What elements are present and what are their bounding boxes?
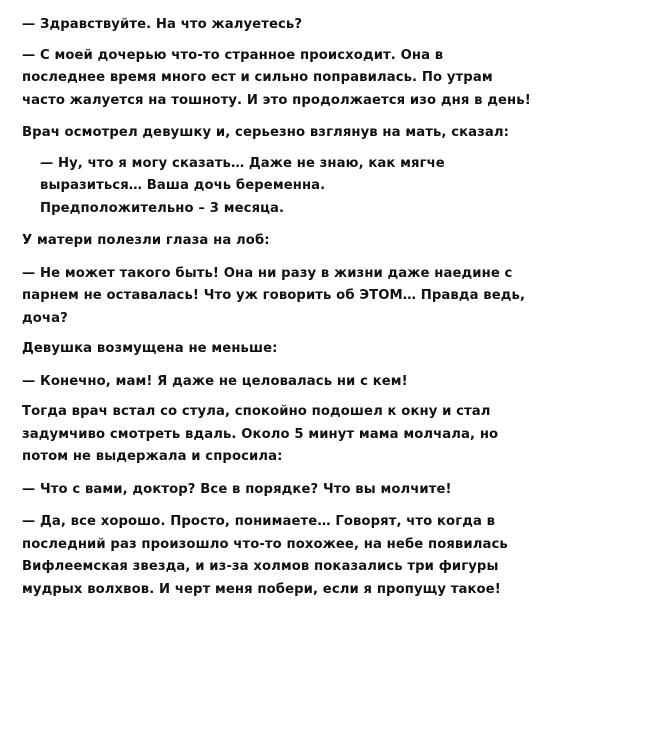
text-line: Девушка возмущена не меньше:: [22, 341, 278, 356]
mother-objection: [22, 263, 648, 331]
text-line: выразиться… Ваша дочь беременна.: [40, 178, 326, 193]
narration-doctor-exam: [22, 122, 648, 145]
text-line: — Конечно, мам! Я даже не целовалась ни с кем!: [22, 373, 408, 389]
text-line: — Здравствуйте. На что жалуетесь?: [22, 17, 303, 32]
text-line: последний раз произошло что-то похожее, на небе появилась: [22, 536, 508, 552]
text-line: У матери полезли глаза на лоб:: [22, 233, 270, 248]
text-line: последнее время много ест и сильно поправилась. По утрам: [22, 70, 493, 85]
doctor-diagnosis: [22, 153, 648, 221]
text-line: Врач осмотрел девушку и, серьезно взглянув на мать, сказал:: [22, 125, 510, 140]
text-line: Предположительно – 3 месяца.: [40, 200, 285, 216]
text-line: потом не выдержала и спросила:: [22, 449, 283, 464]
text-line: Тогда врач встал со стула, спокойно подошел к окну и стал: [22, 404, 491, 419]
mother-question: [22, 479, 648, 502]
text-line: парнем не оставалась! Что уж говорить об ЭТОМ… Правда ведь,: [22, 288, 526, 303]
text-line: часто жалуется на тошноту. И это продолжается изо дня в день!: [22, 92, 531, 108]
text-line: мудрых волхвов. И черт меня побери, если я пропущу такое!: [22, 581, 501, 597]
greeting-line: [22, 14, 648, 37]
text-line: — Не может такого быть! Она ни разу в жизни даже наедине с: [22, 265, 513, 281]
text-line: — Да, все хорошо. Просто, понимаете… Говорят, что когда в: [22, 514, 496, 529]
text-line: Вифлеемская звезда, и из-за холмов показались три фигуры: [22, 559, 499, 574]
daughter-reply: [22, 371, 648, 394]
text-line: доча?: [22, 310, 68, 326]
text-line: — Ну, что я могу сказать… Даже не знаю, как мягче: [40, 155, 445, 171]
narration-daughter: [22, 338, 648, 361]
text-line: задумчиво смотреть вдаль. Около 5 минут мама молчала, но: [22, 426, 499, 442]
text-line: — Что с вами, доктор? Все в порядке? Что вы молчите!: [22, 481, 452, 497]
text-line: — С моей дочерью что-то странное происходит. Она в: [22, 47, 444, 63]
narration-mother-shock: [22, 230, 648, 253]
mother-complaint: [22, 45, 648, 113]
doctor-punchline: [22, 511, 648, 601]
narration-doctor-window: [22, 401, 648, 469]
